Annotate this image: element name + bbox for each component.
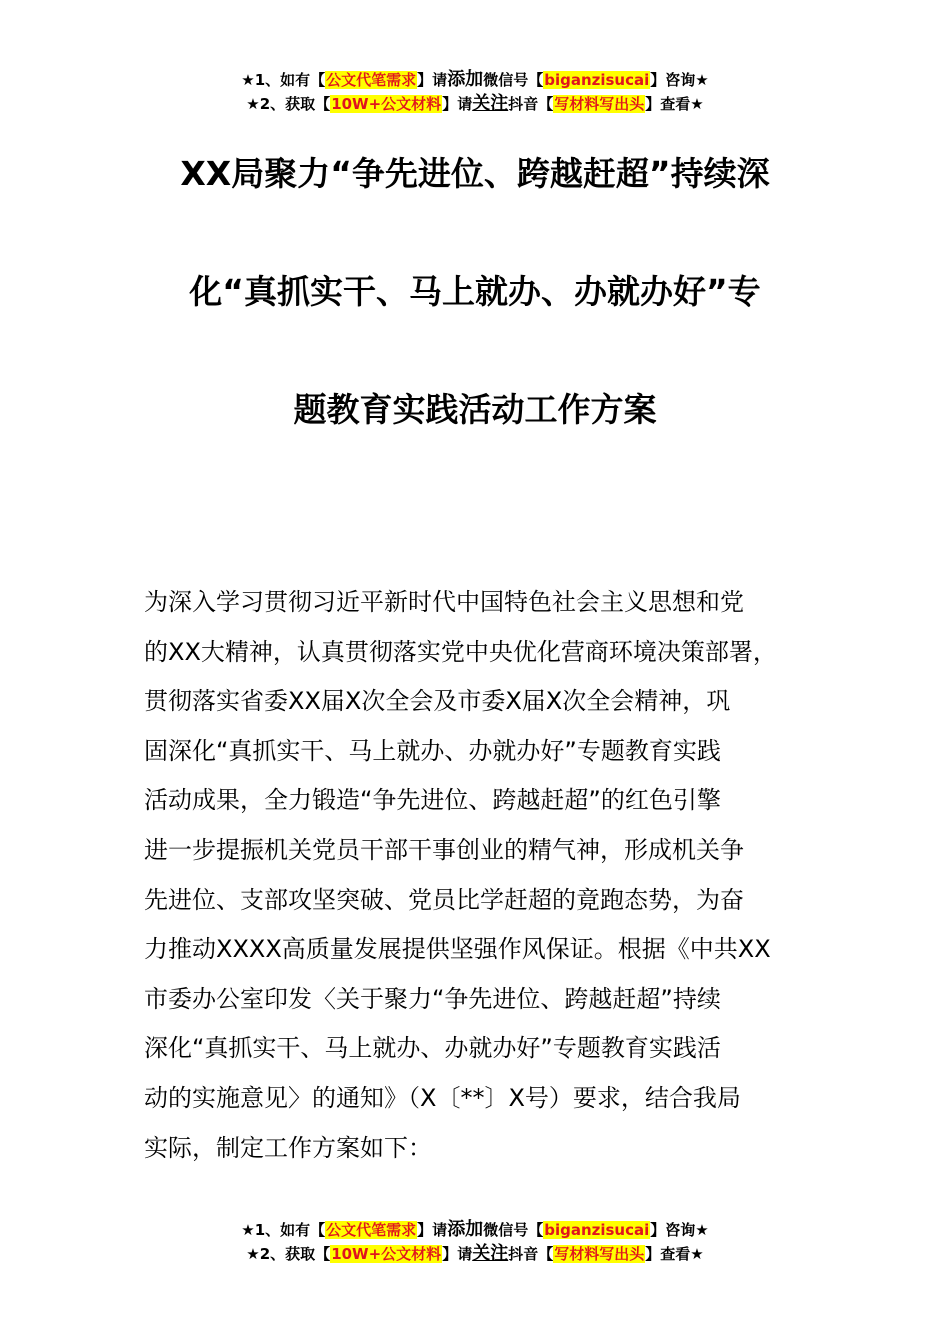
wechat-id-highlight: biganzisucai — [544, 71, 650, 89]
paragraph-line: 为深入学习贯彻习近平新时代中国特色社会主义思想和党 — [144, 588, 744, 616]
promo-banner-top — [0, 68, 950, 116]
promo-text: 】咨询★ — [650, 1221, 709, 1239]
title-line: 题教育实践活动工作方案 — [293, 390, 657, 429]
paragraph-line: 贯彻落实省委XX届X次全会及市委X届X次全会精神，巩 — [144, 687, 731, 716]
promo-text: 微信号【 — [483, 71, 544, 89]
title-line: 化“真抓实干、马上就办、办就办好”专 — [189, 272, 761, 311]
wechat-id-highlight: biganzisucai — [544, 1221, 650, 1239]
promo-emphasis: 关注 — [472, 1243, 509, 1264]
paragraph-line: 实际，制定工作方案如下： — [144, 1133, 432, 1162]
promo-text: 】请 — [417, 71, 448, 89]
promo-line-1 — [0, 1218, 950, 1242]
paragraph-line: 先进位、支部攻坚突破、党员比学赶超的竟跑态势，为奋 — [144, 885, 744, 914]
promo-text: 微信号【 — [483, 1221, 544, 1239]
promo-banner-bottom — [0, 1218, 950, 1266]
promo-text: 抖音【 — [508, 95, 554, 113]
paragraph-line: 进一步提振机关党员干部干事创业的精气神，形成机关争 — [144, 835, 744, 864]
paragraph-line: 的XX大精神，认真贯彻落实党中央优化营商环境决策部署， — [144, 637, 777, 666]
promo-text: ★2、获取【 — [246, 95, 331, 113]
promo-text: 】请 — [442, 1245, 473, 1263]
promo-text: ★1、如有【 — [241, 1221, 326, 1239]
title-line: XX局聚力“争先进位、跨越赶超”持续深 — [180, 154, 770, 193]
promo-text: ★1、如有【 — [241, 71, 326, 89]
paragraph-line: 力推动XXXX高质量发展提供坚强作风保证。根据《中共XX — [144, 935, 771, 964]
promo-text: 】查看★ — [645, 95, 704, 113]
promo-highlight: 10W+公文材料 — [331, 95, 442, 113]
promo-highlight: 10W+公文材料 — [331, 1245, 442, 1263]
promo-line-2 — [0, 1242, 950, 1266]
promo-line-1 — [0, 68, 950, 92]
promo-text: ★2、获取【 — [246, 1245, 331, 1263]
paragraph-line: 活动成果，全力锻造“争先进位、跨越赶超”的红色引擎 — [144, 786, 721, 815]
promo-emphasis: 添加 — [447, 1219, 484, 1240]
promo-highlight: 公文代笔需求 — [326, 71, 417, 89]
document-title — [0, 140, 950, 494]
douyin-id-highlight: 写材料写出头 — [554, 1245, 645, 1263]
body-paragraph — [144, 578, 809, 1173]
paragraph-line: 市委办公室印发〈关于聚力“争先进位、跨越赶超”持续 — [144, 984, 721, 1013]
paragraph-line: 动的实施意见〉的通知》（X〔**〕X号）要求，结合我局 — [144, 1083, 741, 1112]
promo-text: 】请 — [417, 1221, 448, 1239]
promo-emphasis: 关注 — [472, 93, 509, 114]
promo-text: 】查看★ — [645, 1245, 704, 1263]
douyin-id-highlight: 写材料写出头 — [554, 95, 645, 113]
promo-emphasis: 添加 — [447, 69, 484, 90]
paragraph-line: 深化“真抓实干、马上就办、办就办好”专题教育实践活 — [144, 1034, 721, 1063]
promo-text: 】咨询★ — [650, 71, 709, 89]
paragraph-line: 固深化“真抓实干、马上就办、办就办好”专题教育实践 — [144, 736, 721, 765]
promo-text: 】请 — [442, 95, 473, 113]
promo-highlight: 公文代笔需求 — [326, 1221, 417, 1239]
promo-line-2 — [0, 92, 950, 116]
promo-text: 抖音【 — [508, 1245, 554, 1263]
